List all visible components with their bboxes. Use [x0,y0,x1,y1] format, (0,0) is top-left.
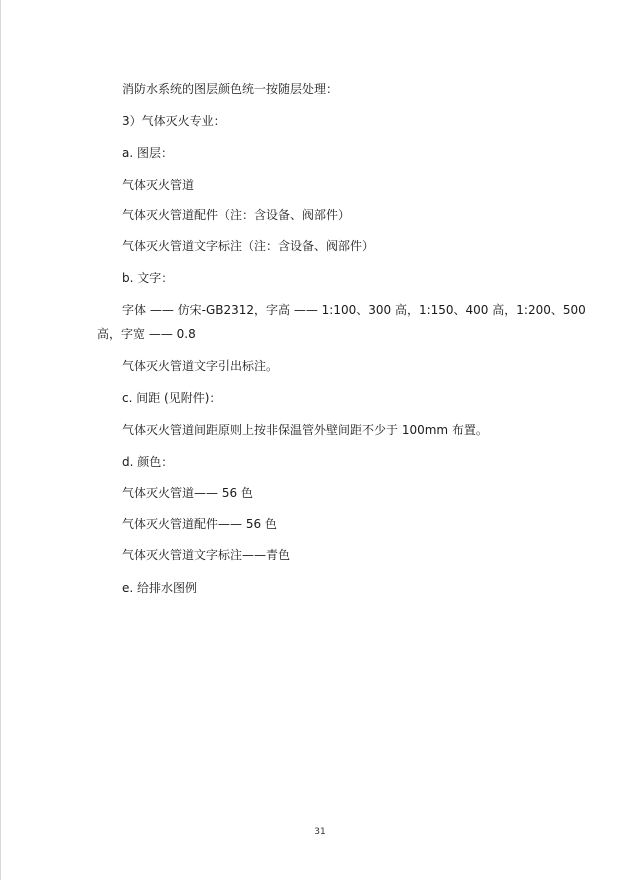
layer-gas-pipe-fittings: 气体灭火管道配件（注：含设备、阀部件） [122,208,351,222]
spacing-rule: 气体灭火管道间距原则上按非保温管外壁间距不少于 100mm 布置。 [122,423,488,437]
section-gas-fire-extinguishing: 3）气体灭火专业： [122,114,226,128]
color-gas-pipe: 气体灭火管道—— 56 色 [122,486,253,500]
layer-gas-pipe: 气体灭火管道 [122,178,195,192]
text-leader-annotation: 气体灭火管道文字引出标注。 [122,359,279,373]
subsection-spacing: c. 间距 (见附件)： [122,391,222,405]
color-gas-pipe-text: 气体灭火管道文字标注——青色 [122,548,291,562]
font-spec-line: 字体 —— 仿宋-GB2312，字高 —— 1:100、300 高，1:150、400 高，1:200、500 [122,303,586,317]
subsection-text: b. 文字： [122,271,174,285]
font-spec-line-continued: 高，字宽 —— 0.8 [97,327,196,341]
fire-water-layer-color-note: 消防水系统的图层颜色统一按随层处理： [122,82,339,96]
color-gas-pipe-fittings: 气体灭火管道配件—— 56 色 [122,517,277,531]
subsection-layers: a. 图层： [122,146,173,160]
page-number: 31 [314,827,326,837]
layer-gas-pipe-text-annotation: 气体灭火管道文字标注（注：含设备、阀部件） [122,239,375,253]
subsection-plumbing-legend: e. 给排水图例 [122,581,198,595]
subsection-colors: d. 颜色： [122,455,174,469]
